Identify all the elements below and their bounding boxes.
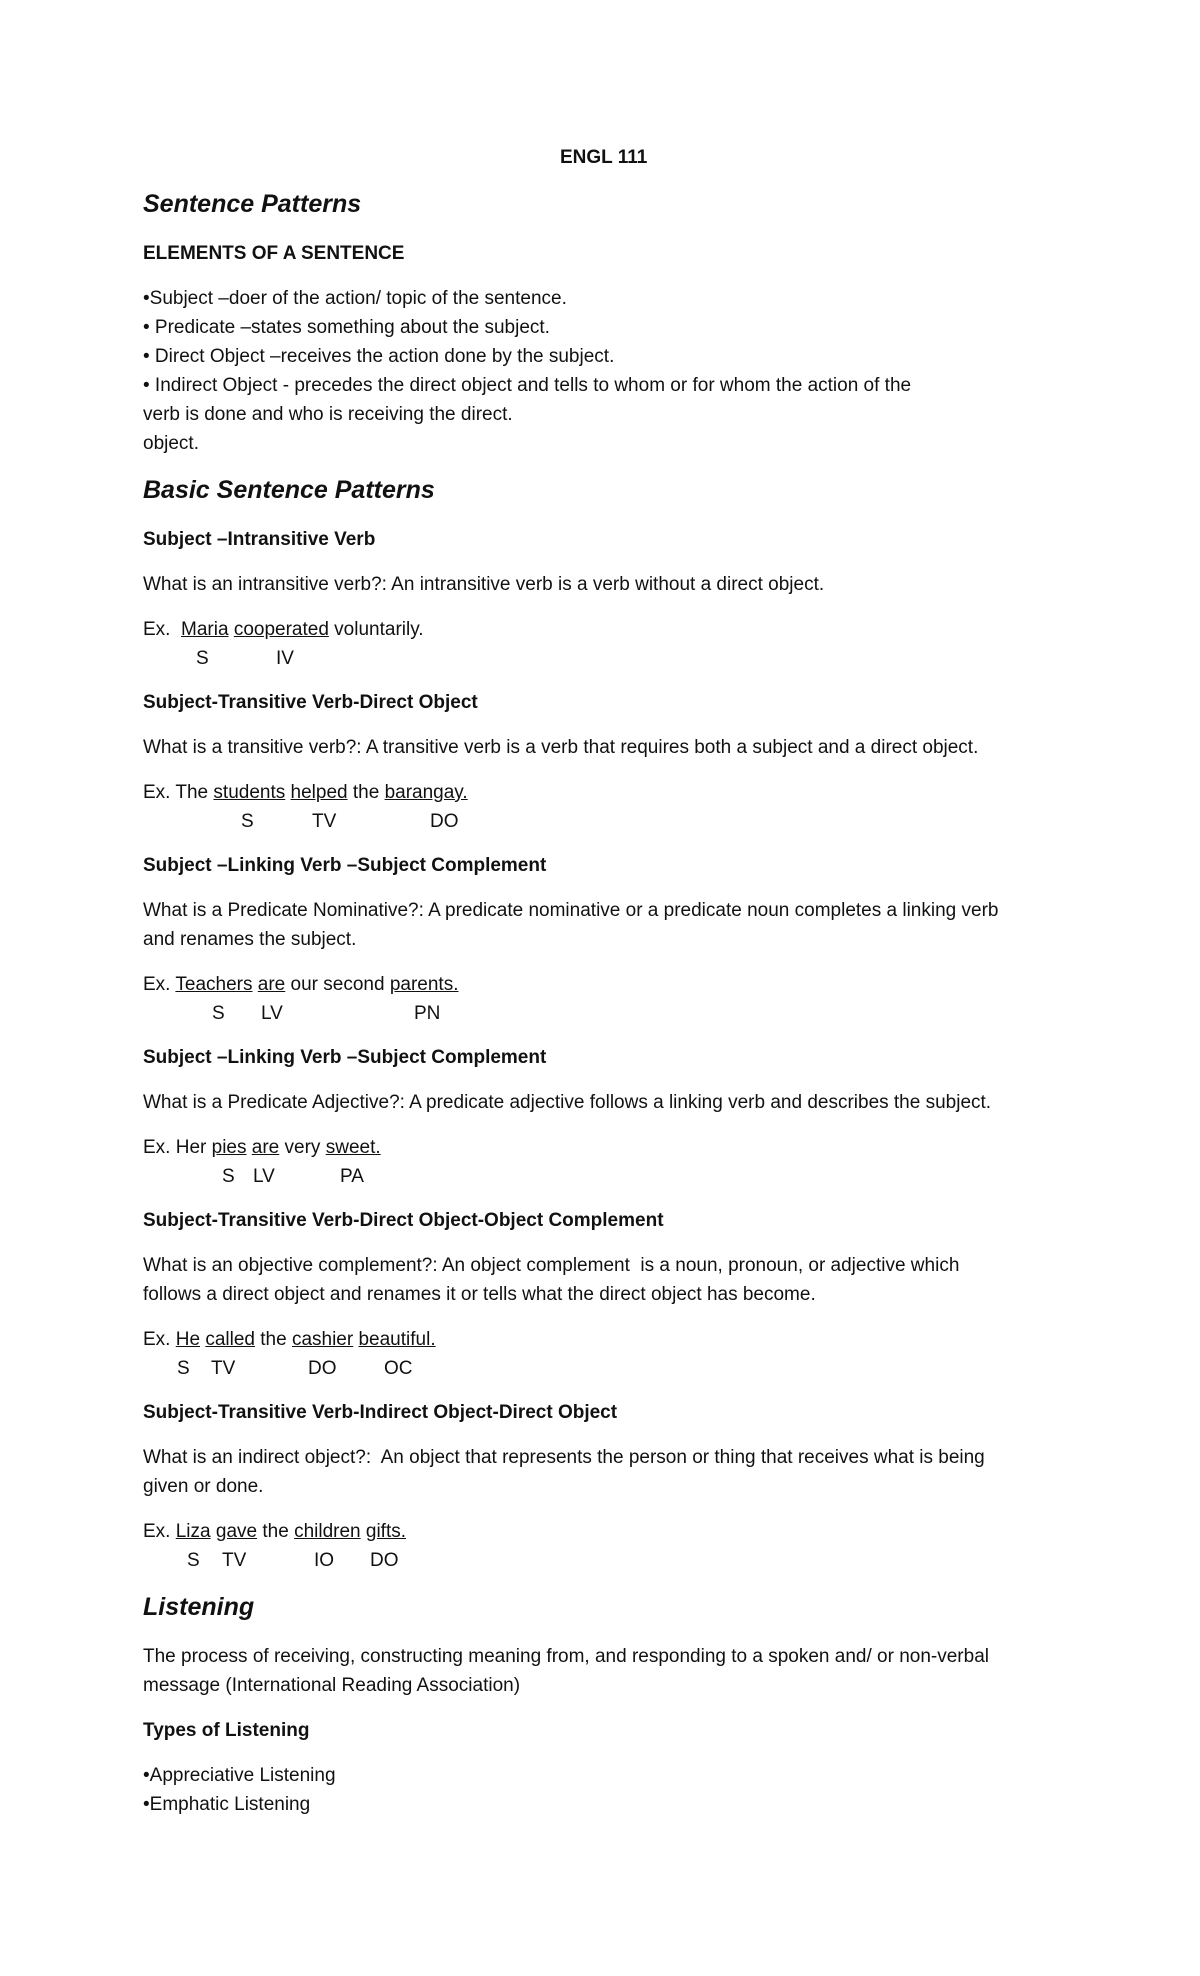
example-sentence: [143, 1136, 381, 1160]
example-word: very: [284, 1137, 321, 1158]
element-item: object.: [143, 433, 199, 454]
label-object: DO: [308, 1358, 337, 1379]
label-complement: PN: [414, 1003, 441, 1024]
label-subject: S: [212, 1003, 225, 1024]
element-item: verb is done and who is receiving the direct.: [143, 404, 513, 425]
example-sentence: [143, 781, 468, 805]
example-subject: pies: [211, 1137, 247, 1158]
pattern-description: What is a Predicate Nominative?: A predicate nominative or a predicate noun completes a linking verb: [143, 900, 999, 921]
element-item: • Predicate –states something about the subject.: [143, 317, 550, 338]
label-indirect-object: IO: [314, 1550, 335, 1571]
example-subject: Liza: [175, 1521, 211, 1542]
label-verb: TV: [222, 1550, 247, 1571]
listening-type-item: •Emphatic Listening: [143, 1794, 311, 1815]
example-subject: Maria: [181, 619, 229, 640]
pattern-title: Subject-Transitive Verb-Direct Object: [143, 692, 478, 713]
label-subject: S: [241, 811, 254, 832]
example-direct-object: gifts.: [365, 1521, 407, 1542]
example-sentence: [143, 973, 458, 997]
types-of-listening-title: Types of Listening: [143, 1720, 310, 1741]
label-verb: TV: [312, 811, 337, 832]
heading-basic-patterns: Basic Sentence Patterns: [143, 476, 435, 504]
pattern-description: What is an indirect object?: An object that represents the person or thing that receives what is being: [143, 1447, 985, 1468]
heading-listening: Listening: [143, 1593, 255, 1621]
course-code: ENGL 111: [560, 147, 648, 168]
pattern-description: follows a direct object and renames it or tells what the direct object has become.: [143, 1284, 816, 1305]
pattern-description: and renames the subject.: [143, 929, 357, 950]
example-word: voluntarily.: [334, 619, 424, 640]
pattern-description: What is a Predicate Adjective?: A predicate adjective follows a linking verb and describes the subject.: [143, 1092, 992, 1113]
example-complement: sweet.: [325, 1137, 381, 1158]
label-subject: S: [222, 1166, 235, 1187]
example-verb: are: [257, 974, 286, 995]
example-sentence: [143, 618, 424, 642]
example-prefix: Ex.: [143, 974, 171, 995]
pattern-title: Subject –Linking Verb –Subject Complement: [143, 855, 547, 876]
example-subject: Teachers: [175, 974, 253, 995]
example-complement: parents.: [389, 974, 459, 995]
example-verb: cooperated: [233, 619, 329, 640]
element-item: • Indirect Object - precedes the direct object and tells to whom or for whom the action of the: [143, 375, 912, 396]
example-subject: He: [175, 1329, 201, 1350]
example-word: the: [262, 1521, 289, 1542]
element-item: • Direct Object –receives the action done by the subject.: [143, 346, 615, 367]
example-sentence: [143, 1520, 406, 1544]
pattern-description: given or done.: [143, 1476, 264, 1497]
example-subject: students: [213, 782, 286, 803]
elements-title: ELEMENTS OF A SENTENCE: [143, 243, 405, 264]
pattern-title: Subject –Intransitive Verb: [143, 529, 376, 550]
label-complement: OC: [384, 1358, 413, 1379]
example-word: the: [352, 782, 380, 803]
example-prefix: Ex. The: [143, 782, 209, 803]
example-prefix: Ex. Her: [143, 1137, 207, 1158]
example-verb: called: [205, 1329, 255, 1350]
heading-sentence-patterns: Sentence Patterns: [143, 190, 362, 218]
example-prefix: Ex.: [143, 1521, 171, 1542]
label-verb: LV: [261, 1003, 283, 1024]
example-indirect-object: children: [294, 1521, 361, 1542]
pattern-title: Subject-Transitive Verb-Indirect Object-Direct Object: [143, 1402, 618, 1423]
example-verb: are: [251, 1137, 280, 1158]
element-item: •Subject –doer of the action/ topic of the sentence.: [143, 288, 567, 309]
label-subject: S: [196, 648, 209, 669]
label-verb: TV: [211, 1358, 236, 1379]
pattern-description: What is an objective complement?: An object complement is a noun, pronoun, or adjective which: [143, 1255, 960, 1276]
example-verb: helped: [290, 782, 348, 803]
example-word: our second: [290, 974, 385, 995]
label-direct-object: DO: [370, 1550, 399, 1571]
example-prefix: Ex.: [143, 619, 171, 640]
example-word: the: [260, 1329, 287, 1350]
pattern-description: What is a transitive verb?: A transitive verb is a verb that requires both a subject and a direct object.: [143, 737, 979, 758]
pattern-description: What is an intransitive verb?: An intransitive verb is a verb without a direct object.: [143, 574, 825, 595]
label-verb: IV: [276, 648, 294, 669]
pattern-title: Subject-Transitive Verb-Direct Object-Object Complement: [143, 1210, 664, 1231]
label-subject: S: [187, 1550, 200, 1571]
pattern-title: Subject –Linking Verb –Subject Complement: [143, 1047, 547, 1068]
label-complement: PA: [340, 1166, 364, 1187]
label-subject: S: [177, 1358, 190, 1379]
example-prefix: Ex.: [143, 1329, 171, 1350]
example-sentence: [143, 1328, 436, 1352]
label-object: DO: [430, 811, 459, 832]
example-object: cashier: [291, 1329, 354, 1350]
example-object: barangay.: [384, 782, 468, 803]
listening-description: message (International Reading Association): [143, 1675, 521, 1696]
listening-description: The process of receiving, constructing meaning from, and responding to a spoken and/ or non-verbal: [143, 1646, 989, 1667]
example-verb: gave: [215, 1521, 258, 1542]
example-complement: beautiful.: [358, 1329, 436, 1350]
label-verb: LV: [253, 1166, 275, 1187]
listening-type-item: •Appreciative Listening: [143, 1765, 336, 1786]
